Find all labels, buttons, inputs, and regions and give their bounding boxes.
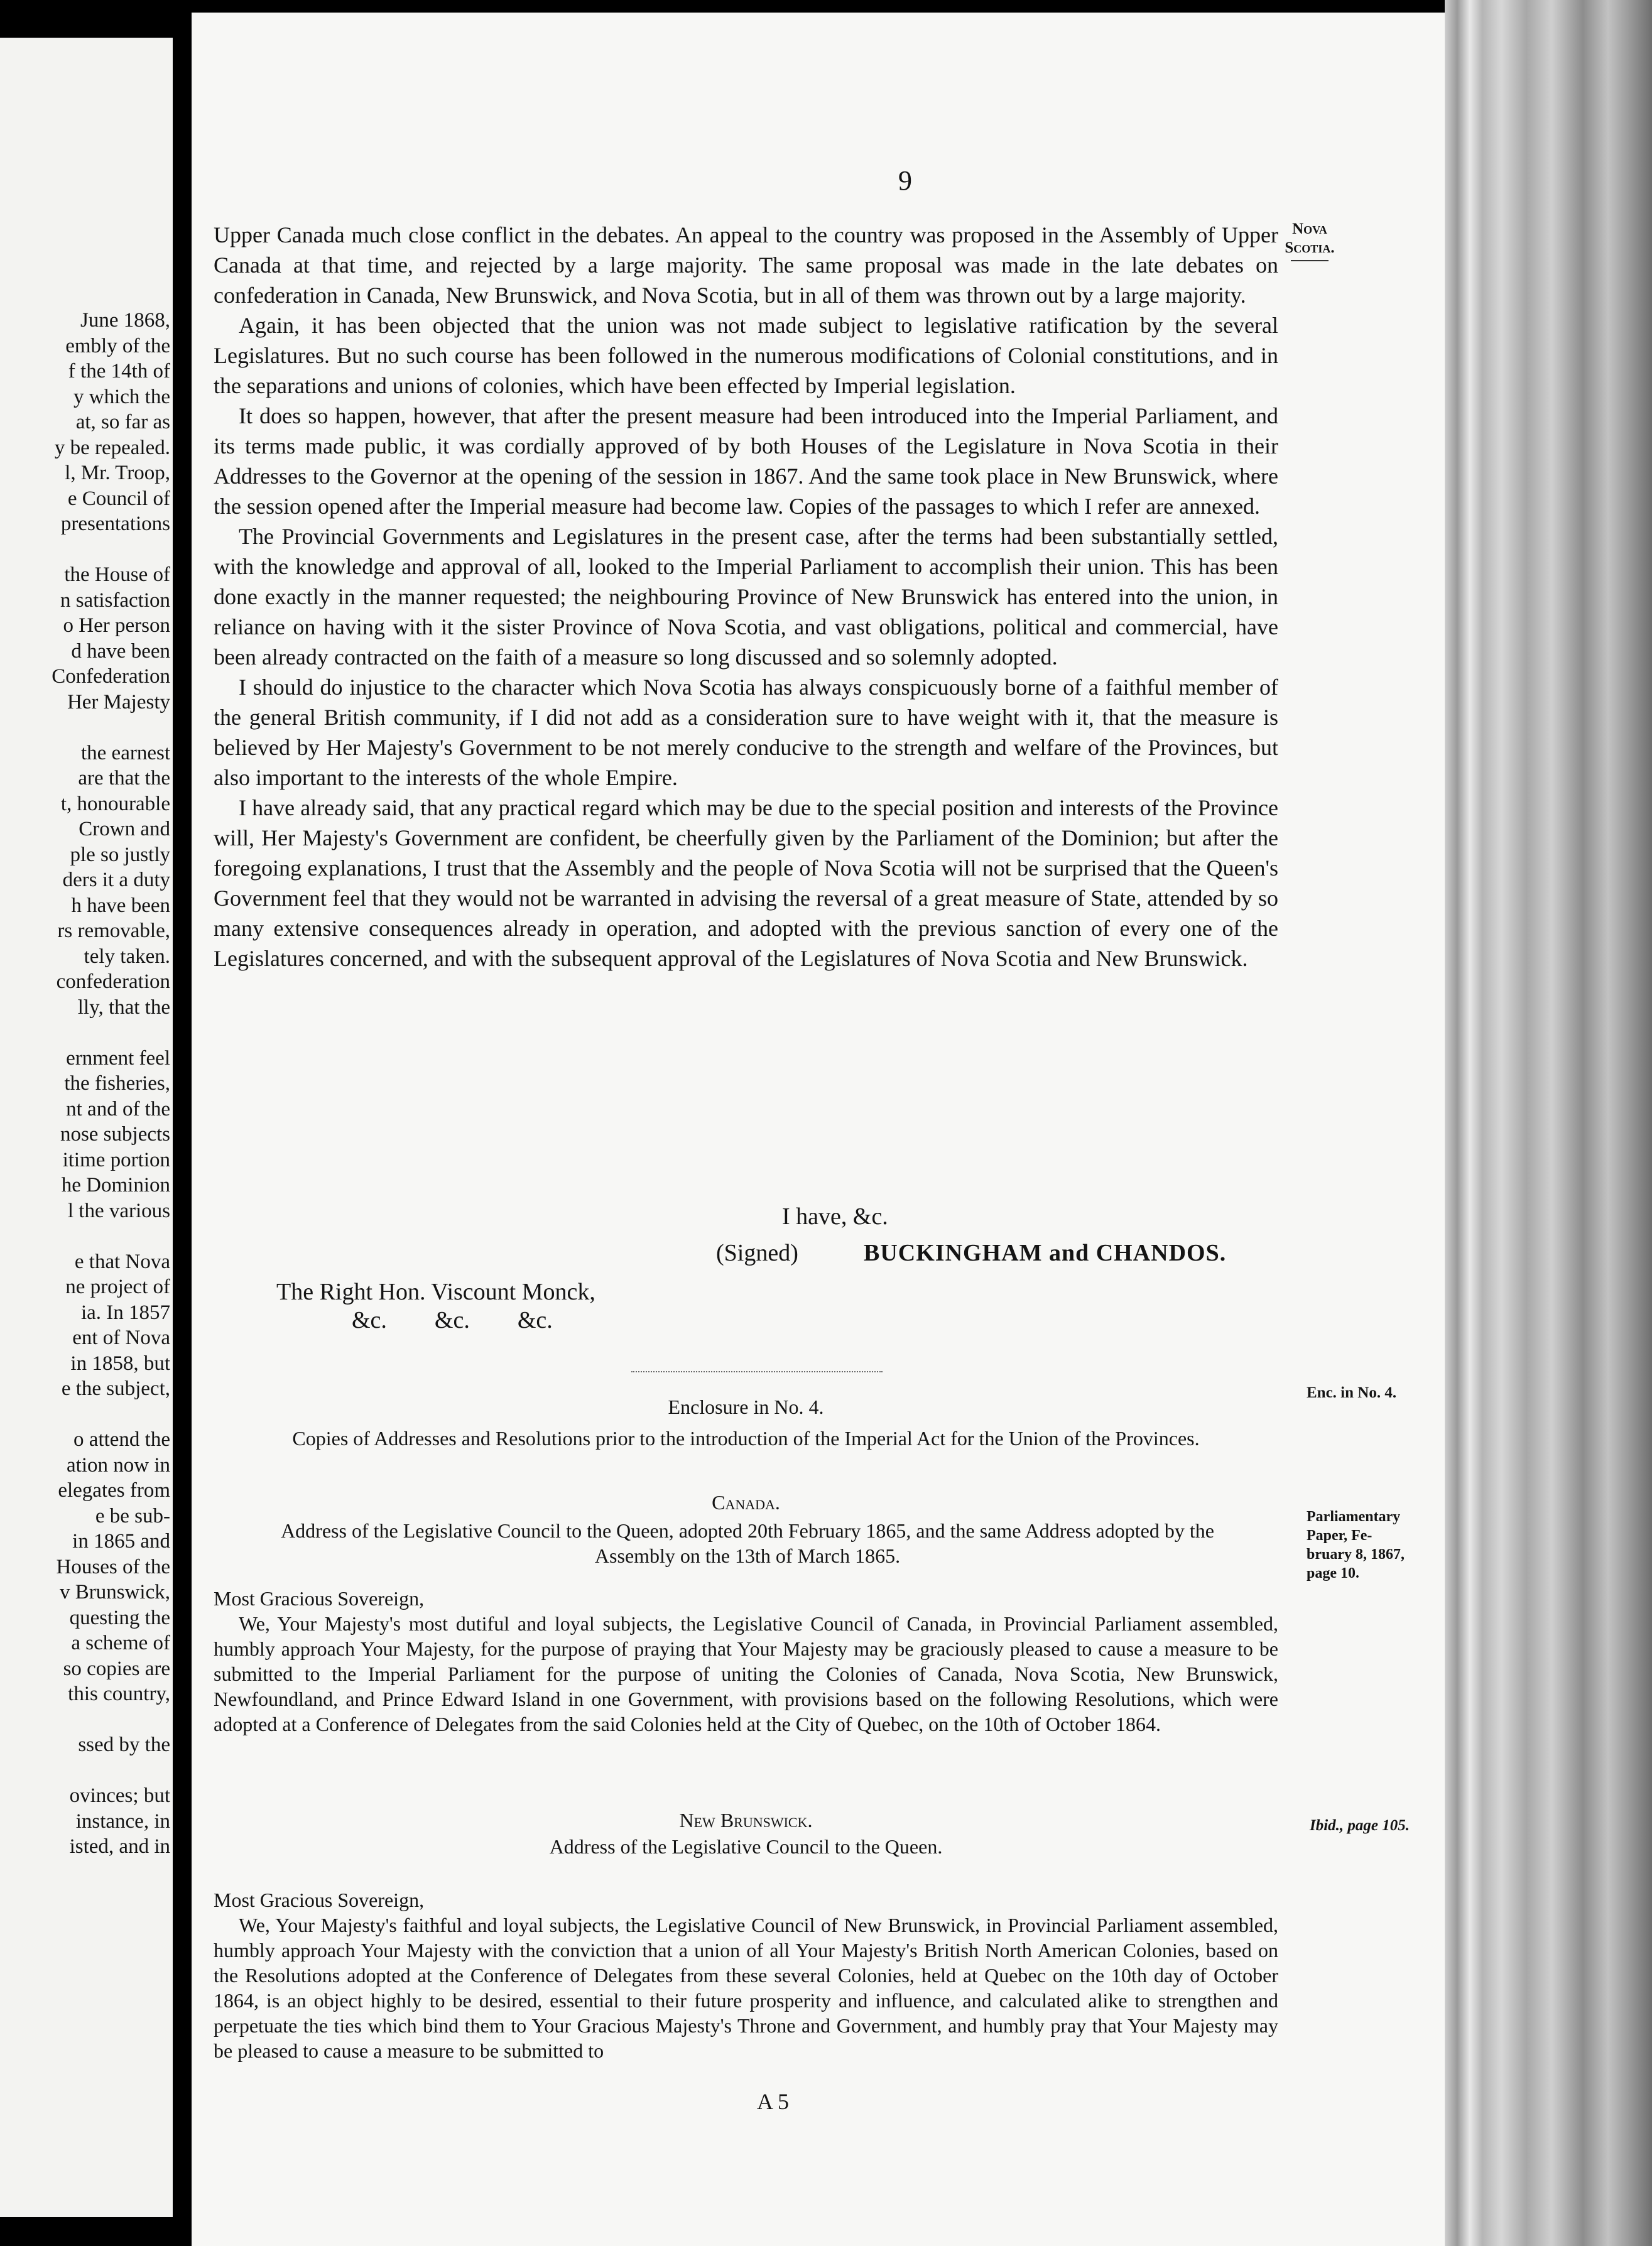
previous-page-line: ation now in <box>67 1453 170 1477</box>
previous-page-line: tely taken. <box>84 945 170 968</box>
previous-page-line: elegates from <box>58 1479 170 1502</box>
section-heading-canada: Canada. <box>712 1491 780 1514</box>
previous-page-line: presentations <box>60 513 170 535</box>
previous-page-line: questing the <box>69 1606 170 1629</box>
previous-page-line: e be sub- <box>95 1504 170 1527</box>
previous-page-line: so copies are <box>63 1657 170 1680</box>
previous-page-line: e the subject, <box>61 1377 170 1400</box>
previous-page-line: are that the <box>78 767 170 789</box>
enclosure-heading: Enclosure in No. 4. <box>668 1396 824 1418</box>
previous-page-line: ple so justly <box>70 843 170 866</box>
previous-page-line: isted, and in <box>69 1835 170 1858</box>
page-number: 9 <box>898 165 912 196</box>
previous-page-line: the earnest <box>80 741 170 764</box>
previous-page-line: nose subjects <box>60 1123 170 1146</box>
signature: BUCKINGHAM and CHANDOS. <box>864 1240 1227 1266</box>
previous-page-line: June 1868, <box>80 309 170 332</box>
previous-page-line: ernment feel <box>66 1046 170 1070</box>
previous-page-line: y be repealed. <box>54 436 170 459</box>
new-brunswick-intro: Address of the Legislative Council to the Queen. <box>549 1835 943 1858</box>
previous-page-line: ders it a duty <box>62 869 170 891</box>
signoff <box>214 1203 1278 1360</box>
previous-page-line: itime portion <box>62 1148 170 1171</box>
salutation: Most Gracious Sovereign, <box>214 1889 425 1911</box>
margin-note-enclosure: Enc. in No. 4. <box>1307 1384 1397 1401</box>
previous-page-line: this country, <box>68 1683 170 1705</box>
section-heading-new-brunswick: New Brunswick. <box>679 1809 813 1831</box>
previous-page-line: at, so far as <box>75 411 170 433</box>
margin-note-ibid: Ibid., page 105. <box>1310 1817 1410 1834</box>
previous-page-line: lly, that the <box>77 996 170 1019</box>
previous-page-line: v Brunswick, <box>60 1581 170 1603</box>
previous-page-line: n satisfaction <box>60 589 170 612</box>
salutation: Most Gracious Sovereign, <box>214 1587 425 1610</box>
canada-intro: Address of the Legislative Council to the Queen, adopted 20th February 1865, and the same Address adopted by the Assembly on the 13th of March 1865. <box>281 1519 1214 1567</box>
new-brunswick-address <box>214 1887 1278 2063</box>
previous-page-line: ne project of <box>65 1276 170 1298</box>
previous-page-line: f the 14th of <box>68 360 170 382</box>
previous-page-line: ia. In 1857 <box>80 1301 170 1324</box>
addressee-etc: &c. &c. &c. <box>352 1307 553 1333</box>
previous-page-line: y which the <box>73 385 170 408</box>
paragraph: The Provincial Governments and Legislatures in the present case, after the terms had been substantially settled, with the knowledge and approval of all, looked to the Imperial Parliament to accomplish their union. This has been done exactly in the manner requested; the neighbouring Province of New Brunswick has entered into the union, in reliance on having with it the sister Province of Nova Scotia, and vast obligations, political and commercial, have been already contracted on the faith of a measure so long discussed and so solemnly adopted. <box>214 524 1278 670</box>
previous-page-line: in 1865 and <box>72 1530 170 1553</box>
previous-page-line: nt and of the <box>66 1097 170 1120</box>
margin-note-parliamentary-paper: Parliamentary Paper, Fe- bruary 8, 1867, page 10. <box>1307 1509 1405 1581</box>
previous-page-line: d have been <box>71 639 170 663</box>
enclosure-title: Copies of Addresses and Resolutions prior to the introduction of the Imperial Act for the Union of the Provinces. <box>292 1427 1200 1450</box>
previous-page-line: e Council of <box>67 487 170 510</box>
previous-page-line: e that Nova <box>74 1250 170 1273</box>
previous-page-line: Her Majesty <box>67 690 170 713</box>
previous-page-line: Houses of the <box>56 1555 170 1578</box>
paragraph: It does so happen, however, that after the present measure had been introduced into the Imperial Parliament, and its terms made public, it was cordially approved of by both Houses of the Legislature in Nova Scotia in their Addresses to the Governor at the opening of the session in 1867. And the same took place in New Brunswick, where the session opened after the Imperial measure had become law. Copies of the passages to which I refer are annexed. <box>214 403 1278 519</box>
address-body: We, Your Majesty's faithful and loyal subjects, the Legislative Council of New Brunswick, in Provincial Parliament assembled, humbly approach Your Majesty with the conviction that a union of all Your Majesty's British North American Colonies, based on the Resolutions adopted at the Conference of Delegates from these several Colonies, held at Quebec on the 10th day of October 1864, is an object highly to be desired, essential to their future prosperity and influence, and calculated alike to strengthen and perpetuate the ties which bind them to Your Gracious Majesty's Throne and Government, and humbly pray that Your Majesty may be pleased to cause a measure to be submitted to <box>214 1914 1278 2062</box>
document-page <box>192 13 1445 2246</box>
section-divider <box>631 1371 883 1372</box>
previous-page-line: he Dominion <box>61 1174 170 1196</box>
previous-page-line: the House of <box>64 563 170 586</box>
canada-address <box>214 1586 1278 1737</box>
previous-page-line: instance, in <box>75 1809 170 1833</box>
previous-page-line: ssed by the <box>78 1733 170 1756</box>
previous-page-line: l, Mr. Troop, <box>65 462 170 484</box>
previous-page-line: a scheme of <box>71 1632 170 1654</box>
previous-page-line: Crown and <box>79 818 170 840</box>
previous-page-line: ent of Nova <box>72 1326 170 1349</box>
address-body: We, Your Majesty's most dutiful and loyal subjects, the Legislative Council of Canada, in Provincial Parliament assembled, humbly approach Your Majesty, for the purpose of praying that Your Majesty may be graciously pleased to cause a measure to be submitted to the Imperial Parliament for the purpose of uniting the Colonies of Canada, Nova Scotia, New Brunswick, Newfoundland, and Prince Edward Island in one Government, with provisions based on the following Resolutions, which were adopted at a Conference of Delegates from the said Colonies held at the City of Quebec, on the 10th of October 1864. <box>214 1612 1278 1735</box>
signature-mark: A 5 <box>757 2089 790 2114</box>
previous-page-line: the fisheries, <box>64 1072 170 1095</box>
signed-label: (Signed) <box>716 1240 798 1266</box>
paragraph: I have already said, that any practical regard which may be due to the special position and interests of the Province will, Her Majesty's Government are confident, be cheerfully given by the Parliament of the Dominion; but after the foregoing explanations, I trust that the Assembly and the people of Nova Scotia will not be surprised that the Queen's Government feel that they would not be warranted in advising the reversal of a great measure of State, attended by so many extensive consequences already in operation, and adopted with the previous sanction of every one of the Legislatures concerned, and with the subsequent approval of the Legislatures of Nova Scotia and New Brunswick. <box>214 795 1278 971</box>
addressee: The Right Hon. Viscount Monck, <box>276 1279 595 1305</box>
previous-page-line: in 1858, but <box>70 1352 170 1375</box>
previous-page-line: ovinces; but <box>69 1784 170 1807</box>
book-fore-edge <box>1445 0 1652 2246</box>
letter-body <box>214 220 1278 974</box>
paragraph: Upper Canada much close conflict in the debates. An appeal to the country was proposed in the Assembly of Upper Canada at that time, and rejected by a large majority. The same proposal was made in the late debates on confederation in Canada, New Brunswick, and Nova Scotia, but in all of them was thrown out by a large majority. <box>214 222 1278 308</box>
previous-page-line: h have been <box>71 894 170 917</box>
previous-page-line: rs removable, <box>57 920 170 942</box>
previous-page-line: embly of the <box>65 334 170 357</box>
previous-page-edge <box>0 38 173 2217</box>
previous-page-line: o attend the <box>73 1428 170 1451</box>
margin-note-nova-scotia: Nova Scotia. <box>1259 220 1360 261</box>
closing: I have, &c. <box>782 1203 888 1230</box>
paragraph: I should do injustice to the character which Nova Scotia has always conspicuously borne of a faithful member of the general British community, if I did not add as a consideration sure to have weight with it, that the measure is believed by Her Majesty's Government to be not merely conducive to the strength and welfare of the Provinces, but also important to the interests of the whole Empire. <box>214 675 1278 790</box>
previous-page-line: t, honourable <box>60 792 170 815</box>
previous-page-line: o Her person <box>63 614 170 637</box>
previous-page-line: l the various <box>67 1199 170 1222</box>
previous-page-line: Confederation <box>52 665 170 688</box>
previous-page-line: confederation <box>56 970 170 993</box>
paragraph: Again, it has been objected that the union was not made subject to legislative ratification by the several Legislatures. But no such course has been followed in the numerous modifications of Colonial constitutions, and in the separations and unions of colonies, which have been effected by Imperial legislation. <box>214 313 1278 398</box>
